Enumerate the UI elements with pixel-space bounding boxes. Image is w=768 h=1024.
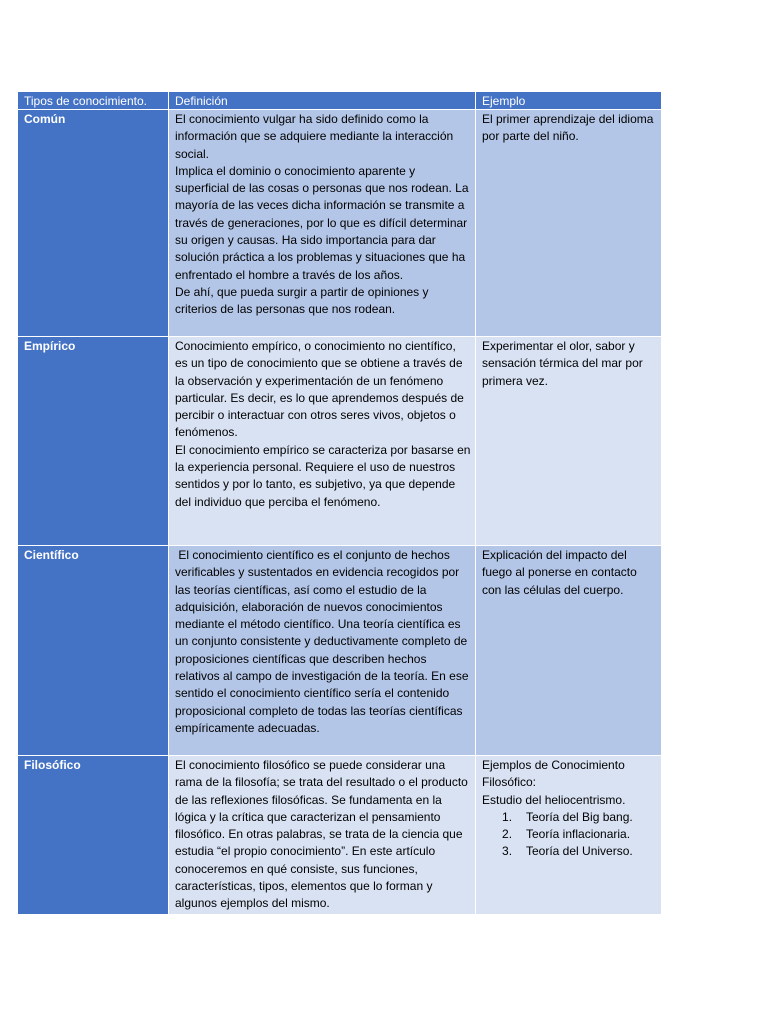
list-item: Teoría del Universo. (526, 844, 633, 859)
type-cell: Filosófico (18, 755, 169, 914)
header-row (18, 92, 661, 109)
table-row (18, 755, 661, 914)
header-definition: Definición (169, 92, 476, 109)
definition-cell (169, 336, 476, 545)
example-subtitle: Estudio del heliocentrismo. (482, 792, 626, 807)
example-cell: Experimentar el olor, sabor y sensación térmica del mar por primera vez. (476, 336, 661, 545)
table-row (18, 109, 661, 336)
type-cell: Común (18, 109, 169, 336)
definition-cell (169, 109, 476, 336)
example-cell: El primer aprendizaje del idioma por parte del niño. (476, 109, 661, 336)
list-item: Teoría del Big bang. (526, 809, 633, 824)
definition-paragraph: De ahí, que pueda surgir a partir de opiniones y criterios de las personas que nos rodean. (175, 284, 429, 317)
example-intro: Ejemplos de Conocimiento Filosófico: (482, 758, 625, 790)
header-example: Ejemplo (476, 92, 661, 109)
definition-paragraph: El conocimiento vulgar ha sido definido como la información que se adquiere mediante la interacción social. (175, 112, 454, 161)
definition-paragraph: El conocimiento científico es el conjunto de hechos verificables y sustentados en evidencia recogidos por las teorías científicas, así como el estudio de la adquisición, elaboración de nuevos conocimientos mediante el método científico. Una teoría científica es un conjunto consistente y deductivamente completo de proposiciones científicas que describen hechos relativos al campo de investigación de la teoría. En ese sentido el conocimiento científico sería el contenido proposicional completo de todas las teorías científicas empíricamente adecuadas. (175, 548, 472, 735)
table-row (18, 336, 661, 545)
example-list (482, 809, 657, 861)
definition-cell (169, 755, 476, 914)
table-row (18, 545, 661, 755)
knowledge-types-table (18, 92, 661, 914)
definition-paragraph: El conocimiento filosófico se puede considerar una rama de la filosofía; se trata del resultado o el producto de las reflexiones filosóficas. Se fundamenta en la lógica y la crítica que caracterizan el pensamiento filosófico. En otras palabras, se trata de la ciencia que estudia “el propio conocimiento”. En este artículo conoceremos en qué consiste, sus funciones, características, tipos, elementos que lo forman y algunos ejemplos del mismo. (175, 758, 468, 911)
definition-paragraph: Conocimiento empírico, o conocimiento no científico, es un tipo de conocimiento que se obtiene a través de la observación y experimentación de un fenómeno particular. Es decir, es lo que aprendemos después de percibir o interactuar con otros seres vivos, objetos o fenómenos. (175, 339, 464, 440)
header-types: Tipos de conocimiento. (18, 92, 169, 109)
example-cell: Explicación del impacto del fuego al ponerse en contacto con las células del cuerpo. (476, 545, 661, 755)
definition-paragraph: Implica el dominio o conocimiento aparente y superficial de las cosas o personas que nos rodean. La mayoría de las veces dicha información se transmite a través de generaciones, por lo que es difícil determinar su origen y causas. Ha sido importancia para dar solución práctica a los problemas y situaciones que ha enfrentado el hombre a través de los años. (175, 163, 469, 282)
type-cell: Empírico (18, 336, 169, 545)
type-cell: Científico (18, 545, 169, 755)
definition-cell (169, 545, 476, 755)
list-item: Teoría inflacionaria. (526, 827, 631, 842)
example-cell (476, 755, 661, 914)
definition-paragraph: El conocimiento empírico se caracteriza por basarse en la experiencia personal. Requiere el uso de nuestros sentidos y por lo tanto, es subjetivo, ya que depende del individuo que perciba el fenómeno. (175, 442, 471, 509)
